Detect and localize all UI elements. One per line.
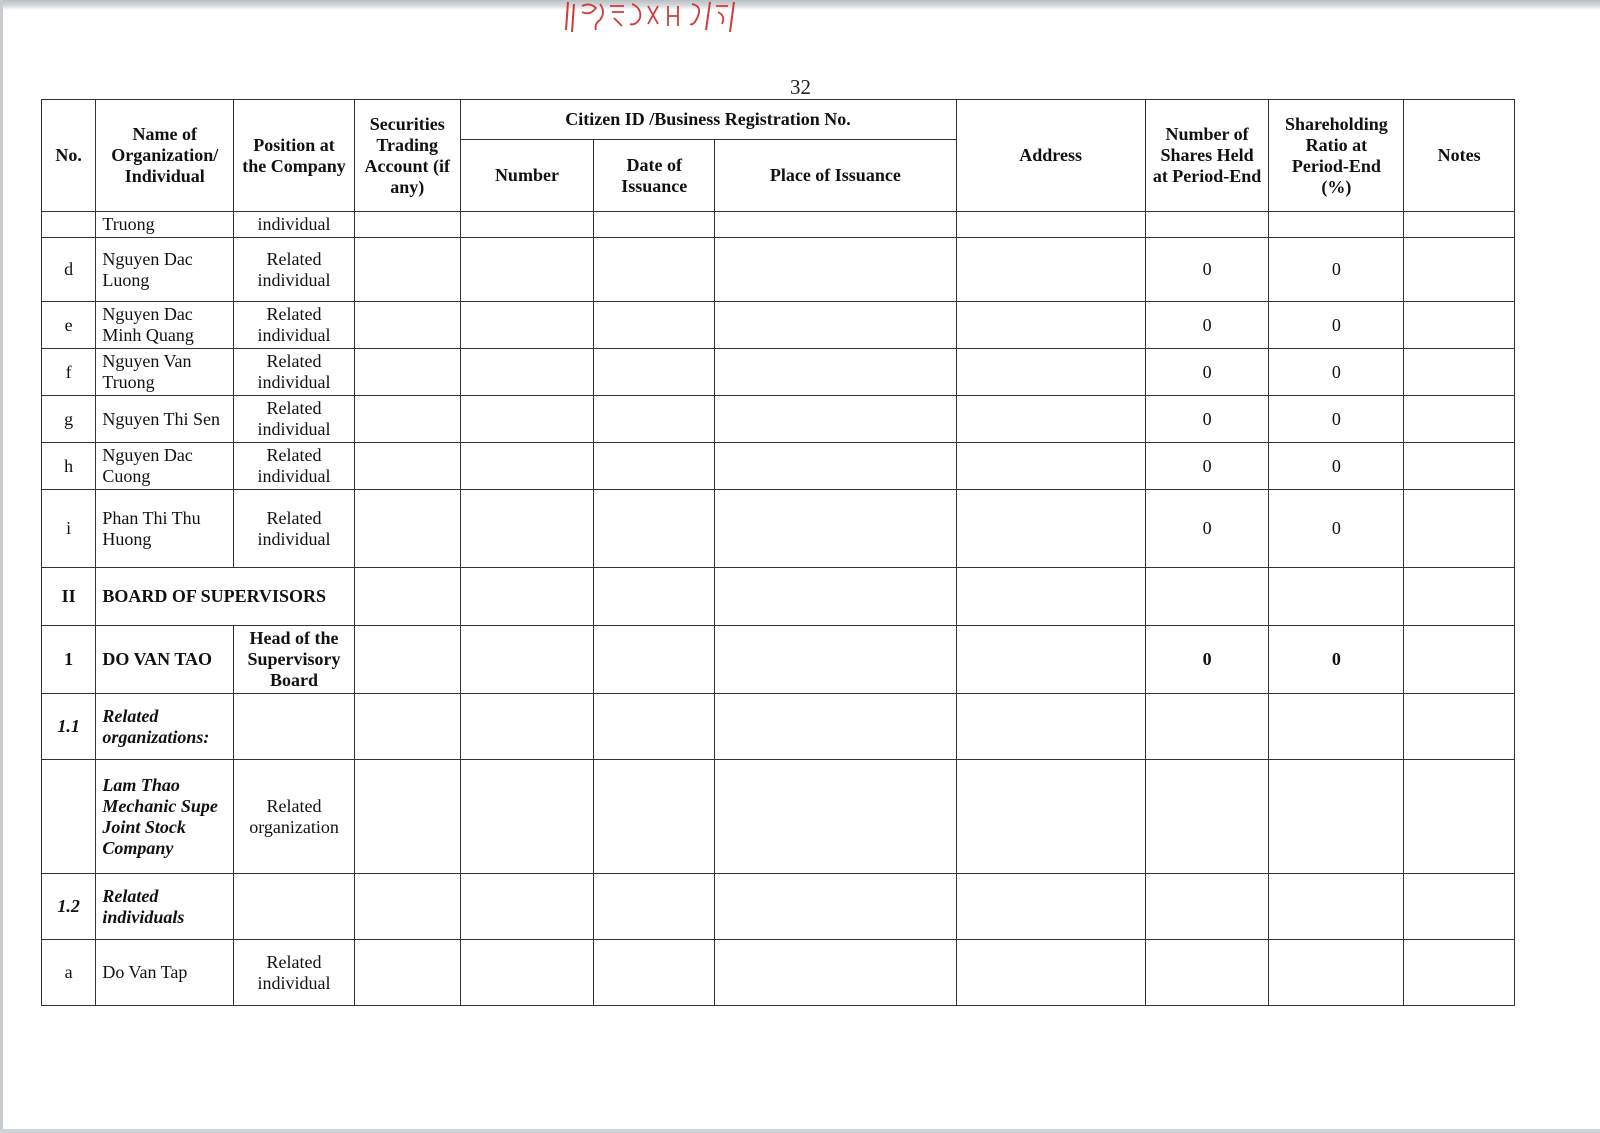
row-no: a	[42, 940, 96, 1006]
row-shares: 0	[1145, 626, 1269, 694]
row-address	[956, 568, 1145, 626]
row-name: Lam Thao Mechanic Supe Joint Stock Company	[96, 760, 234, 874]
row-shares	[1145, 940, 1269, 1006]
row-notes	[1404, 694, 1515, 760]
row-position: Related individual	[234, 349, 355, 396]
row-id-number	[460, 396, 594, 443]
row-ratio: 0	[1269, 443, 1404, 490]
header-no: No.	[42, 100, 96, 212]
row-name: DO VAN TAO	[96, 626, 234, 694]
row-id-number	[460, 694, 594, 760]
row-no: g	[42, 396, 96, 443]
table-row	[42, 212, 1515, 238]
table-row	[42, 238, 1515, 302]
row-address	[956, 490, 1145, 568]
row-address	[956, 443, 1145, 490]
row-name: Nguyen Dac Cuong	[96, 443, 234, 490]
row-date-of-issuance	[594, 626, 715, 694]
row-no: 1.2	[42, 874, 96, 940]
row-no: II	[42, 568, 96, 626]
scan-edge-bottom	[0, 1129, 1600, 1133]
table-row	[42, 760, 1515, 874]
row-address	[956, 349, 1145, 396]
row-shares: 0	[1145, 396, 1269, 443]
row-notes	[1404, 302, 1515, 349]
table-row	[42, 396, 1515, 443]
row-notes	[1404, 238, 1515, 302]
row-date-of-issuance	[594, 874, 715, 940]
row-ratio: 0	[1269, 238, 1404, 302]
row-address	[956, 238, 1145, 302]
row-position: Related organization	[234, 760, 355, 874]
row-name: Nguyen Dac Luong	[96, 238, 234, 302]
header-id-number: Number	[460, 140, 594, 212]
row-ratio	[1269, 760, 1404, 874]
row-address	[956, 760, 1145, 874]
row-position: Head of the Supervisory Board	[234, 626, 355, 694]
row-place-of-issuance	[715, 238, 956, 302]
header-address: Address	[956, 100, 1145, 212]
row-date-of-issuance	[594, 349, 715, 396]
row-notes	[1404, 940, 1515, 1006]
row-securities-account	[354, 349, 460, 396]
row-place-of-issuance	[715, 760, 956, 874]
row-name: Truong	[96, 212, 234, 238]
row-securities-account	[354, 302, 460, 349]
table-row	[42, 443, 1515, 490]
row-position: Related individual	[234, 490, 355, 568]
row-date-of-issuance	[594, 238, 715, 302]
row-securities-account	[354, 212, 460, 238]
row-position: Related individual	[234, 396, 355, 443]
row-ratio	[1269, 212, 1404, 238]
row-shares	[1145, 694, 1269, 760]
row-ratio: 0	[1269, 396, 1404, 443]
table-row	[42, 490, 1515, 568]
row-ratio	[1269, 940, 1404, 1006]
row-securities-account	[354, 568, 460, 626]
row-no: h	[42, 443, 96, 490]
row-no: 1.1	[42, 694, 96, 760]
shareholder-register-table	[41, 99, 1515, 1006]
row-position: Related individual	[234, 443, 355, 490]
row-notes	[1404, 212, 1515, 238]
row-position: Related individual	[234, 940, 355, 1006]
row-place-of-issuance	[715, 443, 956, 490]
row-ratio: 0	[1269, 302, 1404, 349]
table-row	[42, 302, 1515, 349]
row-position	[234, 874, 355, 940]
row-securities-account	[354, 694, 460, 760]
row-shares	[1145, 874, 1269, 940]
row-notes	[1404, 396, 1515, 443]
row-no: 1	[42, 626, 96, 694]
row-no	[42, 760, 96, 874]
row-id-number	[460, 874, 594, 940]
header-shares-held: Number of Shares Held at Period-End	[1145, 100, 1269, 212]
row-place-of-issuance	[715, 568, 956, 626]
row-position	[234, 694, 355, 760]
header-place-of-issuance: Place of Issuance	[715, 140, 956, 212]
row-securities-account	[354, 940, 460, 1006]
row-name: Nguyen Van Truong	[96, 349, 234, 396]
header-citizen-id-group: Citizen ID /Business Registration No.	[460, 100, 956, 140]
header-name: Name of Organization/ Individual	[96, 100, 234, 212]
row-id-number	[460, 302, 594, 349]
row-no: i	[42, 490, 96, 568]
row-position: Related individual	[234, 238, 355, 302]
row-place-of-issuance	[715, 490, 956, 568]
row-address	[956, 396, 1145, 443]
row-place-of-issuance	[715, 212, 956, 238]
row-ratio	[1269, 568, 1404, 626]
row-ratio: 0	[1269, 490, 1404, 568]
row-place-of-issuance	[715, 874, 956, 940]
table-row	[42, 940, 1515, 1006]
row-securities-account	[354, 443, 460, 490]
row-shares	[1145, 212, 1269, 238]
row-notes	[1404, 349, 1515, 396]
row-address	[956, 212, 1145, 238]
row-shares: 0	[1145, 349, 1269, 396]
row-id-number	[460, 443, 594, 490]
row-notes	[1404, 443, 1515, 490]
row-address	[956, 302, 1145, 349]
row-id-number	[460, 490, 594, 568]
header-date-of-issuance: Date of Issuance	[594, 140, 715, 212]
row-ratio	[1269, 874, 1404, 940]
row-address	[956, 874, 1145, 940]
row-name: Related individuals	[96, 874, 234, 940]
row-name: BOARD OF SUPERVISORS	[96, 568, 355, 626]
red-seal-stamp	[560, 0, 750, 38]
row-date-of-issuance	[594, 568, 715, 626]
row-place-of-issuance	[715, 940, 956, 1006]
row-no	[42, 212, 96, 238]
row-date-of-issuance	[594, 443, 715, 490]
row-name: Nguyen Dac Minh Quang	[96, 302, 234, 349]
page-number: 32	[790, 75, 811, 99]
row-date-of-issuance	[594, 212, 715, 238]
row-name: Do Van Tap	[96, 940, 234, 1006]
table-row	[42, 349, 1515, 396]
row-securities-account	[354, 626, 460, 694]
row-shares: 0	[1145, 238, 1269, 302]
row-ratio: 0	[1269, 349, 1404, 396]
row-notes	[1404, 760, 1515, 874]
row-shares	[1145, 568, 1269, 626]
row-securities-account	[354, 874, 460, 940]
row-securities-account	[354, 396, 460, 443]
row-no: d	[42, 238, 96, 302]
row-place-of-issuance	[715, 626, 956, 694]
scan-edge-top	[0, 0, 1600, 10]
row-id-number	[460, 760, 594, 874]
row-address	[956, 940, 1145, 1006]
row-name: Related organizations:	[96, 694, 234, 760]
row-notes	[1404, 568, 1515, 626]
row-no: e	[42, 302, 96, 349]
row-no: f	[42, 349, 96, 396]
scan-edge-left	[0, 0, 3, 1133]
row-name: Phan Thi Thu Huong	[96, 490, 234, 568]
row-shares	[1145, 760, 1269, 874]
row-date-of-issuance	[594, 760, 715, 874]
row-notes	[1404, 490, 1515, 568]
row-date-of-issuance	[594, 694, 715, 760]
row-shares: 0	[1145, 302, 1269, 349]
table-row	[42, 626, 1515, 694]
header-notes: Notes	[1404, 100, 1515, 212]
table-row-subsection	[42, 874, 1515, 940]
header-securities-account: Securities Trading Account (if any)	[354, 100, 460, 212]
row-address	[956, 626, 1145, 694]
row-securities-account	[354, 238, 460, 302]
row-address	[956, 694, 1145, 760]
row-position: Related individual	[234, 302, 355, 349]
row-id-number	[460, 940, 594, 1006]
row-date-of-issuance	[594, 302, 715, 349]
row-place-of-issuance	[715, 396, 956, 443]
row-name: Nguyen Thi Sen	[96, 396, 234, 443]
row-notes	[1404, 626, 1515, 694]
row-ratio: 0	[1269, 626, 1404, 694]
row-securities-account	[354, 490, 460, 568]
table-row-section-heading	[42, 568, 1515, 626]
row-place-of-issuance	[715, 349, 956, 396]
row-place-of-issuance	[715, 694, 956, 760]
row-shares: 0	[1145, 443, 1269, 490]
row-id-number	[460, 238, 594, 302]
row-date-of-issuance	[594, 396, 715, 443]
table-row-subsection	[42, 694, 1515, 760]
row-id-number	[460, 349, 594, 396]
row-position: individual	[234, 212, 355, 238]
row-date-of-issuance	[594, 940, 715, 1006]
row-id-number	[460, 626, 594, 694]
row-date-of-issuance	[594, 490, 715, 568]
row-notes	[1404, 874, 1515, 940]
row-id-number	[460, 212, 594, 238]
row-place-of-issuance	[715, 302, 956, 349]
row-id-number	[460, 568, 594, 626]
row-shares: 0	[1145, 490, 1269, 568]
header-position: Position at the Company	[234, 100, 355, 212]
header-shareholding-ratio: Shareholding Ratio at Period-End (%)	[1269, 100, 1404, 212]
row-securities-account	[354, 760, 460, 874]
row-ratio	[1269, 694, 1404, 760]
